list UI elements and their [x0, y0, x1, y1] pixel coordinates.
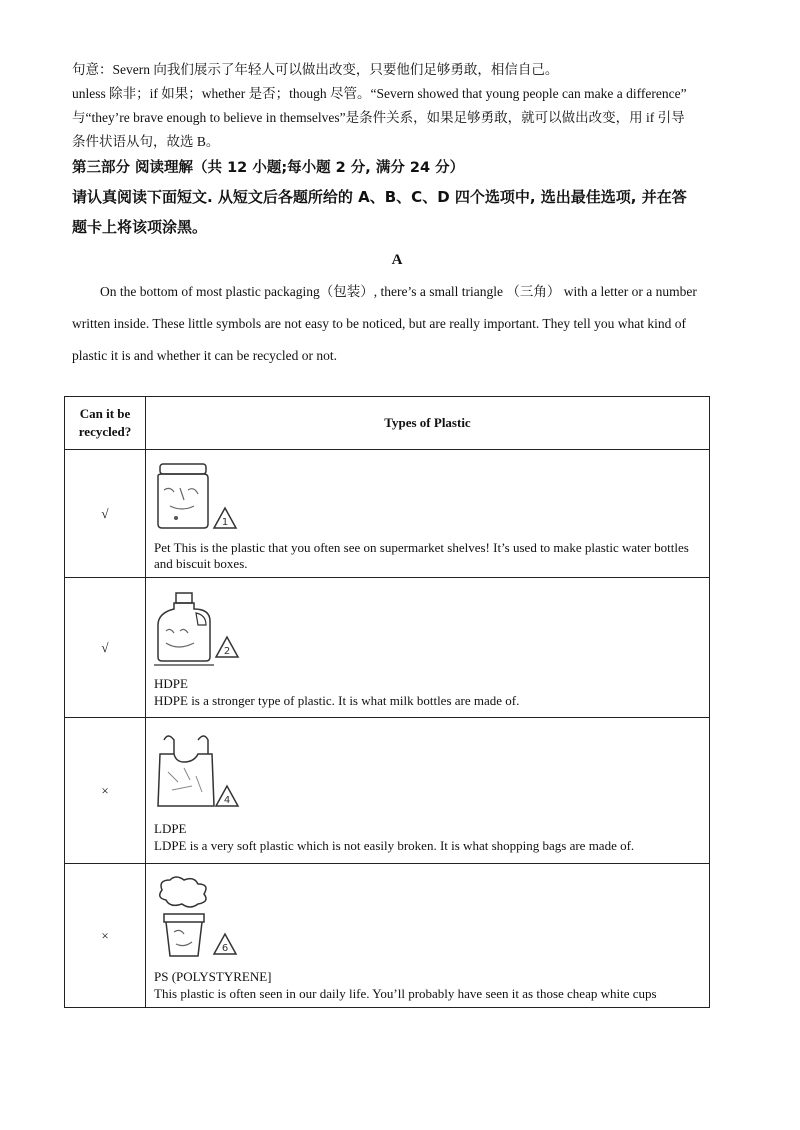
plastic-name: LDPE [154, 820, 187, 836]
jug-icon [154, 591, 244, 667]
plastic-cell [146, 450, 710, 578]
intro-line-2: unless 除非；if 如果；whether 是否；though 尽管。“Severn showed that young people can make a difference” [72, 86, 687, 101]
plastic-description: This plastic is often seen in our daily life. You’ll probably have seen it as those cheap white cups [154, 985, 657, 1001]
header-types: Types of Plastic [146, 397, 710, 450]
plastic-description: HDPE is a stronger type of plastic. It is what milk bottles are made of. [154, 692, 520, 708]
table-row [65, 450, 710, 578]
plastic-cell [146, 718, 710, 864]
instruction-line-2: 题卡上将该项涂黑。 [72, 218, 208, 236]
recyclable-mark: √ [65, 450, 146, 578]
recyclable-mark: √ [65, 578, 146, 718]
plastic-description: LDPE is a very soft plastic which is not easily broken. It is what shopping bags are made of. [154, 837, 635, 853]
plastic-cell [146, 578, 710, 718]
triangle-number: 4 [223, 794, 231, 806]
intro-line-4: 条件状语从句，故选 B。 [72, 134, 220, 149]
document-page [72, 58, 722, 372]
table-row [65, 578, 710, 718]
plastic-name: HDPE [154, 675, 188, 691]
passage-line-3: plastic it is and whether it can be recycled or not. [72, 348, 338, 363]
triangle-number: 1 [221, 516, 229, 528]
table-row [65, 864, 710, 1008]
recyclable-mark: × [65, 718, 146, 864]
plastic-cell [146, 864, 710, 1008]
recyclable-mark: × [65, 864, 146, 1008]
section-heading: 第三部分 阅读理解（共 12 小题;每小题 2 分, 满分 24 分） [72, 160, 465, 176]
table-header-row [65, 397, 710, 450]
plastic-description: Pet This is the plastic that you often see on supermarket shelves! It’s used to make plastic water bottles and biscuit boxes. [154, 539, 689, 571]
intro-line-3: 与“they’re brave enough to believe in themselves”是条件关系，如果足够勇敢，就可以做出改变，用 if 引导 [72, 110, 685, 125]
passage-label: A [391, 252, 403, 268]
intro-line-1: 句意：Severn 向我们展示了年轻人可以做出改变，只要他们足够勇敢，相信自己。 [72, 62, 559, 77]
triangle-number: 6 [221, 942, 229, 954]
instruction-line-1: 请认真阅读下面短文. 从短文后各题所给的 A、B、C、D 四个选项中, 选出最佳选项, 并在答 [72, 188, 687, 206]
table-row [65, 718, 710, 864]
plastic-name: PS (POLYSTYRENE] [154, 968, 272, 984]
jar-icon [154, 460, 244, 532]
passage-line-2: written inside. These little symbols are not easy to be noticed, but are really important. They tell you what kind of [72, 316, 686, 331]
header-recyclable: Can it be recycled? [65, 397, 146, 450]
bag-icon [154, 732, 244, 812]
cup-icon [154, 874, 250, 960]
triangle-number: 2 [223, 645, 231, 657]
plastic-types-table [64, 396, 710, 1008]
passage-line-1: On the bottom of most plastic packaging（包装）, there’s a small triangle （三角） with a letter or a number [100, 284, 697, 299]
